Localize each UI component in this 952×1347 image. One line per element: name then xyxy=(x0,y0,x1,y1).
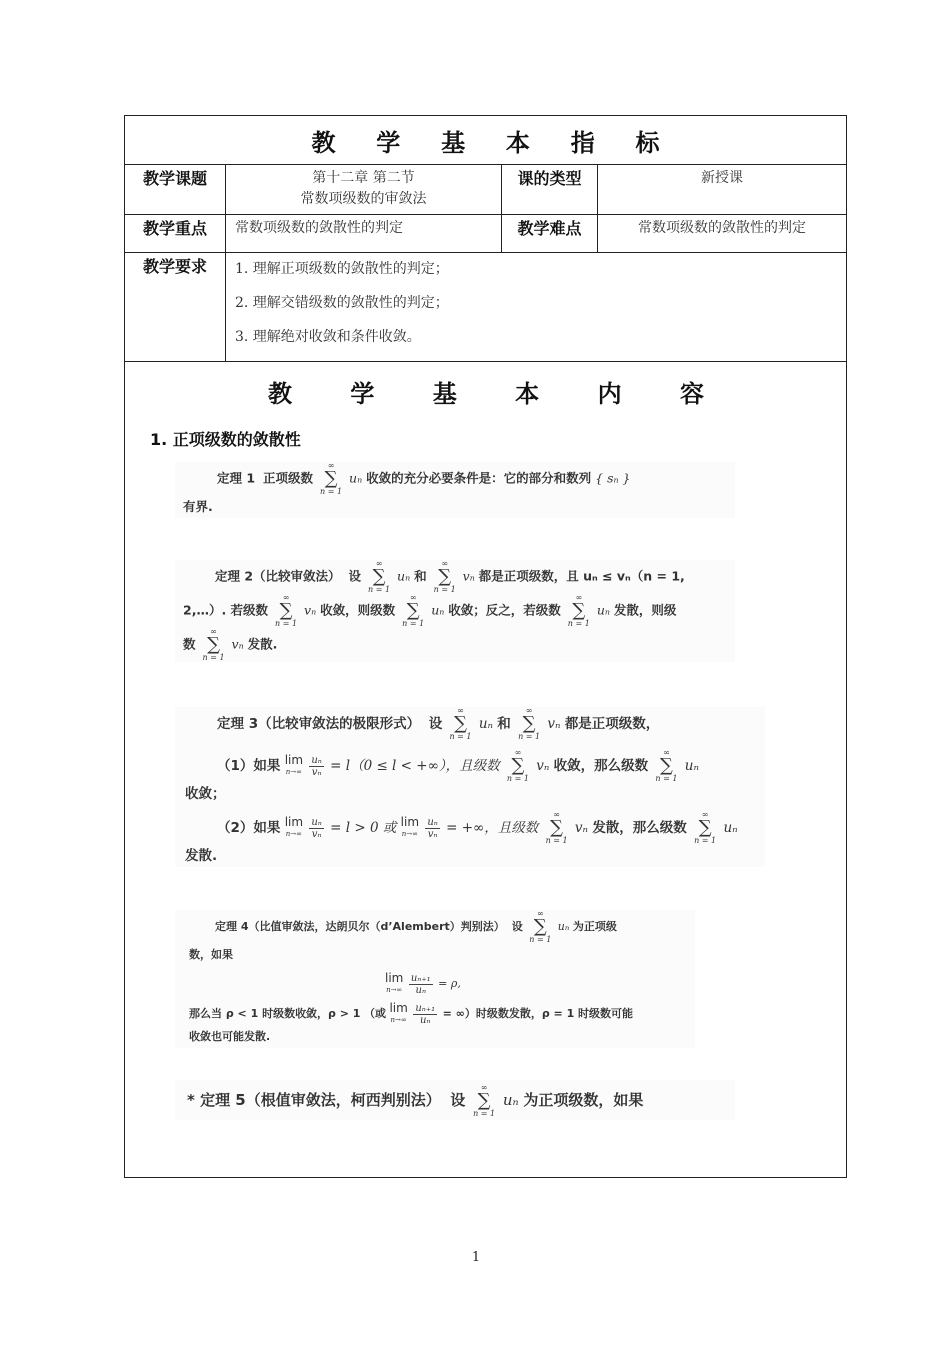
limit: lim n→∞ xyxy=(284,753,304,776)
sum-symbol: ∞ ∑ n = 1 xyxy=(202,627,225,662)
theorem-text: （2）如果 xyxy=(217,820,281,836)
requirements-cell xyxy=(226,253,847,362)
math-term: vₙ xyxy=(536,758,550,774)
sum-symbol: ∞ ∑ n = 1 xyxy=(473,1082,496,1118)
theorem-label: 定理 2（比较审敛法） xyxy=(215,568,341,584)
fraction: $\frac{\text{uₙ}}{\text{vₙ}}$ xyxy=(427,816,438,840)
difficulty-label: 教学难点 xyxy=(502,215,598,253)
math-term: vₙ xyxy=(462,568,475,584)
list-item: 1. 理解正项级数的敛散性的判定； xyxy=(235,261,449,277)
theorem-text: = ∞）时级数发散，ρ = 1 时级数可能 xyxy=(442,1007,634,1020)
theorem-text: = l > 0 或 xyxy=(330,820,397,836)
sum-symbol: ∞ ∑ n = 1 xyxy=(529,909,552,944)
theorem-text: 有界. xyxy=(183,499,213,514)
focus-label: 教学重点 xyxy=(125,215,226,253)
theorem-text: 数 xyxy=(183,636,196,652)
page-number: 1 xyxy=(471,1250,481,1265)
theorem-text: 都是正项级数， xyxy=(564,716,660,732)
theorem-text: 和 xyxy=(414,568,427,584)
topic-value xyxy=(226,165,502,215)
topic-line-2: 常数项级数的审敛法 xyxy=(300,191,427,207)
theorem-3 xyxy=(175,707,765,867)
limit: lim n→∞ xyxy=(400,815,420,838)
sum-symbol: ∞ ∑ n = 1 xyxy=(518,706,541,741)
theorem-text: 为正项级数，如果 xyxy=(523,1091,644,1109)
section-heading: 1. 正项级数的敛散性 xyxy=(150,430,301,449)
theorem-text: （或 xyxy=(363,1007,386,1020)
math-term: uₙ xyxy=(502,1091,519,1109)
theorem-text: 设 xyxy=(511,920,523,933)
header-char: 基 xyxy=(441,128,466,157)
theorem-text: 发散. xyxy=(185,848,218,864)
theorem-text: 为正项级 xyxy=(572,920,617,933)
difficulty-value: 常数项级数的敛散性的判定 xyxy=(598,215,847,253)
math-term: vₙ xyxy=(231,636,244,652)
theorem-text: 收敛，那么级数 xyxy=(553,758,649,774)
header-char: 指 xyxy=(570,128,595,157)
sum-symbol: ∞ ∑ n = 1 xyxy=(433,559,456,594)
content-title-char: 本 xyxy=(515,380,540,408)
theorem-text: 收敛的充分必要条件是：它的部分和数列 xyxy=(366,470,592,486)
theorem-text: 发散. xyxy=(247,636,278,652)
math-term: uₙ xyxy=(397,568,411,584)
header-char: 本 xyxy=(505,128,530,157)
sum-symbol: ∞ ∑ n = 1 xyxy=(320,461,343,496)
math-term: uₙ xyxy=(557,920,570,933)
math-term: uₙ xyxy=(723,820,738,836)
theorem-1 xyxy=(175,462,735,518)
theorem-label: 定理 1 xyxy=(217,470,256,486)
sum-symbol: ∞ ∑ n = 1 xyxy=(402,593,425,628)
fraction: $\frac{\text{uₙ}}{\text{vₙ}}$ xyxy=(311,754,322,778)
math-term: = ρ, xyxy=(438,977,461,990)
theorem-label: 定理 4（比值审敛法，达朗贝尔（d’Alembert）判别法） xyxy=(215,920,505,933)
focus-value: 常数项级数的敛散性的判定 xyxy=(226,215,502,253)
sum-symbol: ∞ ∑ n = 1 xyxy=(275,593,298,628)
theorem-text: 设 xyxy=(450,1091,466,1109)
limit: lim n→∞ xyxy=(389,1001,408,1024)
fraction: $\frac{\text{uₙ₊₁}}{\text{uₙ}}$ xyxy=(410,972,431,996)
lesson-type-label: 课的类型 xyxy=(502,165,598,215)
sum-symbol: ∞ ∑ n = 1 xyxy=(567,593,590,628)
content-title-char: 内 xyxy=(597,380,622,408)
requirements-label: 教学要求 xyxy=(125,253,226,362)
theorem-text: = +∞，且级数 xyxy=(446,820,539,836)
header-char: 教 xyxy=(311,128,336,157)
list-item: 3. 理解绝对收敛和条件收敛。 xyxy=(235,329,421,345)
theorem-text: （1）如果 xyxy=(217,758,281,774)
theorem-text: 正项级数 xyxy=(263,470,314,486)
sum-symbol: ∞ ∑ n = 1 xyxy=(694,810,717,845)
theorem-text: 收敛；反之，若级数 xyxy=(448,602,561,618)
limit: lim n→∞ xyxy=(284,815,304,838)
content-title-char: 基 xyxy=(432,380,457,408)
requirements-list xyxy=(226,253,846,361)
theorem-text: 2,…）. 若级数 xyxy=(183,602,269,618)
theorem-text: 收敛； xyxy=(185,786,226,802)
sum-symbol: ∞ ∑ n = 1 xyxy=(449,706,472,741)
document-table xyxy=(124,115,847,1178)
theorem-text: 那么当 ρ < 1 时级数收敛，ρ > 1 xyxy=(189,1007,361,1020)
topic-label: 教学课题 xyxy=(125,165,226,215)
theorem-text: 设 xyxy=(348,568,362,584)
sum-symbol: ∞ ∑ n = 1 xyxy=(545,810,568,845)
lesson-type-value: 新授课 xyxy=(598,165,847,215)
math-term: uₙ xyxy=(349,470,363,486)
theorem-text: 发散，则级 xyxy=(613,602,677,618)
math-term: uₙ xyxy=(596,602,610,618)
math-term: { sₙ } xyxy=(595,470,631,486)
content-title-char: 容 xyxy=(679,380,704,408)
list-item: 2. 理解交错级数的敛散性的判定； xyxy=(235,295,449,311)
content-title-char: 学 xyxy=(350,380,375,408)
theorem-label: * 定理 5（根值审敛法，柯西判别法） xyxy=(187,1091,441,1109)
header-char: 标 xyxy=(635,128,660,157)
math-term: uₙ xyxy=(684,758,699,774)
theorem-text: = l（0 ≤ l < +∞），且级数 xyxy=(330,758,500,774)
table-header xyxy=(125,116,847,165)
theorem-text: 和 xyxy=(497,716,511,732)
math-term: vₙ xyxy=(547,716,561,732)
sum-symbol: ∞ ∑ n = 1 xyxy=(368,559,391,594)
theorem-text: 数，如果 xyxy=(189,948,233,961)
math-term: vₙ xyxy=(304,602,317,618)
content-title-char: 教 xyxy=(268,380,292,408)
theorem-4 xyxy=(175,910,695,1048)
theorem-text: 都是正项级数，且 uₙ ≤ vₙ（n = 1, xyxy=(478,568,685,584)
math-term: uₙ xyxy=(431,602,445,618)
topic-line-1: 第十二章 第二节 xyxy=(312,170,415,186)
sum-symbol: ∞ ∑ n = 1 xyxy=(655,748,678,783)
limit: lim n→∞ xyxy=(385,971,404,994)
theorem-5 xyxy=(175,1080,735,1120)
header-char: 学 xyxy=(376,128,401,157)
theorem-text: 收敛也可能发散. xyxy=(189,1030,271,1043)
theorem-text: 收敛，则级数 xyxy=(320,602,396,618)
theorem-2 xyxy=(175,560,735,662)
theorem-label: 定理 3（比较审敛法的极限形式） xyxy=(217,716,421,732)
theorem-text: 发散，那么级数 xyxy=(592,820,687,836)
content-cell xyxy=(125,362,847,1178)
fraction: $\frac{\text{uₙ}}{\text{vₙ}}$ xyxy=(311,816,322,840)
content-title xyxy=(268,374,704,409)
fraction: $\frac{\text{uₙ₊₁}}{\text{uₙ}}$ xyxy=(415,1002,436,1026)
math-term: uₙ xyxy=(478,716,493,732)
sum-symbol: ∞ ∑ n = 1 xyxy=(506,748,529,783)
math-term: vₙ xyxy=(574,820,589,836)
theorem-text: 设 xyxy=(428,716,443,732)
